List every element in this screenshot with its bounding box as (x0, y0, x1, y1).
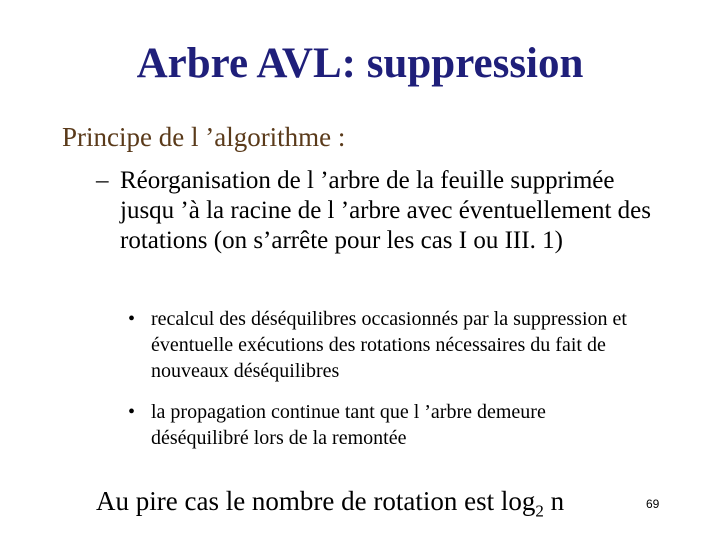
sub-point-text: la propagation continue tant que l ’arbre demeure déséquilibré lors de la remontée (151, 401, 546, 449)
conclusion (96, 484, 564, 528)
bullet-marker: • (128, 308, 136, 330)
dash-marker: – (96, 167, 109, 194)
sub-point (128, 306, 648, 384)
log-subscript: 2 (535, 501, 544, 521)
principle-heading: Principe de l ’algorithme : (62, 122, 346, 152)
conclusion-suffix: n (543, 486, 565, 516)
sub-point (128, 399, 648, 451)
bullet-marker: • (128, 401, 136, 423)
slide-title: Arbre AVL: suppression (136, 40, 584, 87)
main-point-text: Réorganisation de l ’arbre de la feuille supprimée jusqu ’à la racine de l ’arbre avec éventuellement des rotations (on s’arrête pour les cas I ou III. 1) (120, 167, 651, 254)
sub-point-text: recalcul des déséquilibres occasionnés par la suppression et éventuelle exécutions des rotations nécessaires du fait de nouveaux déséquilibres (151, 308, 627, 382)
conclusion-prefix: Au pire cas le nombre de rotation est log (96, 486, 536, 516)
page-number: 69 (646, 497, 660, 511)
main-point (96, 166, 656, 256)
